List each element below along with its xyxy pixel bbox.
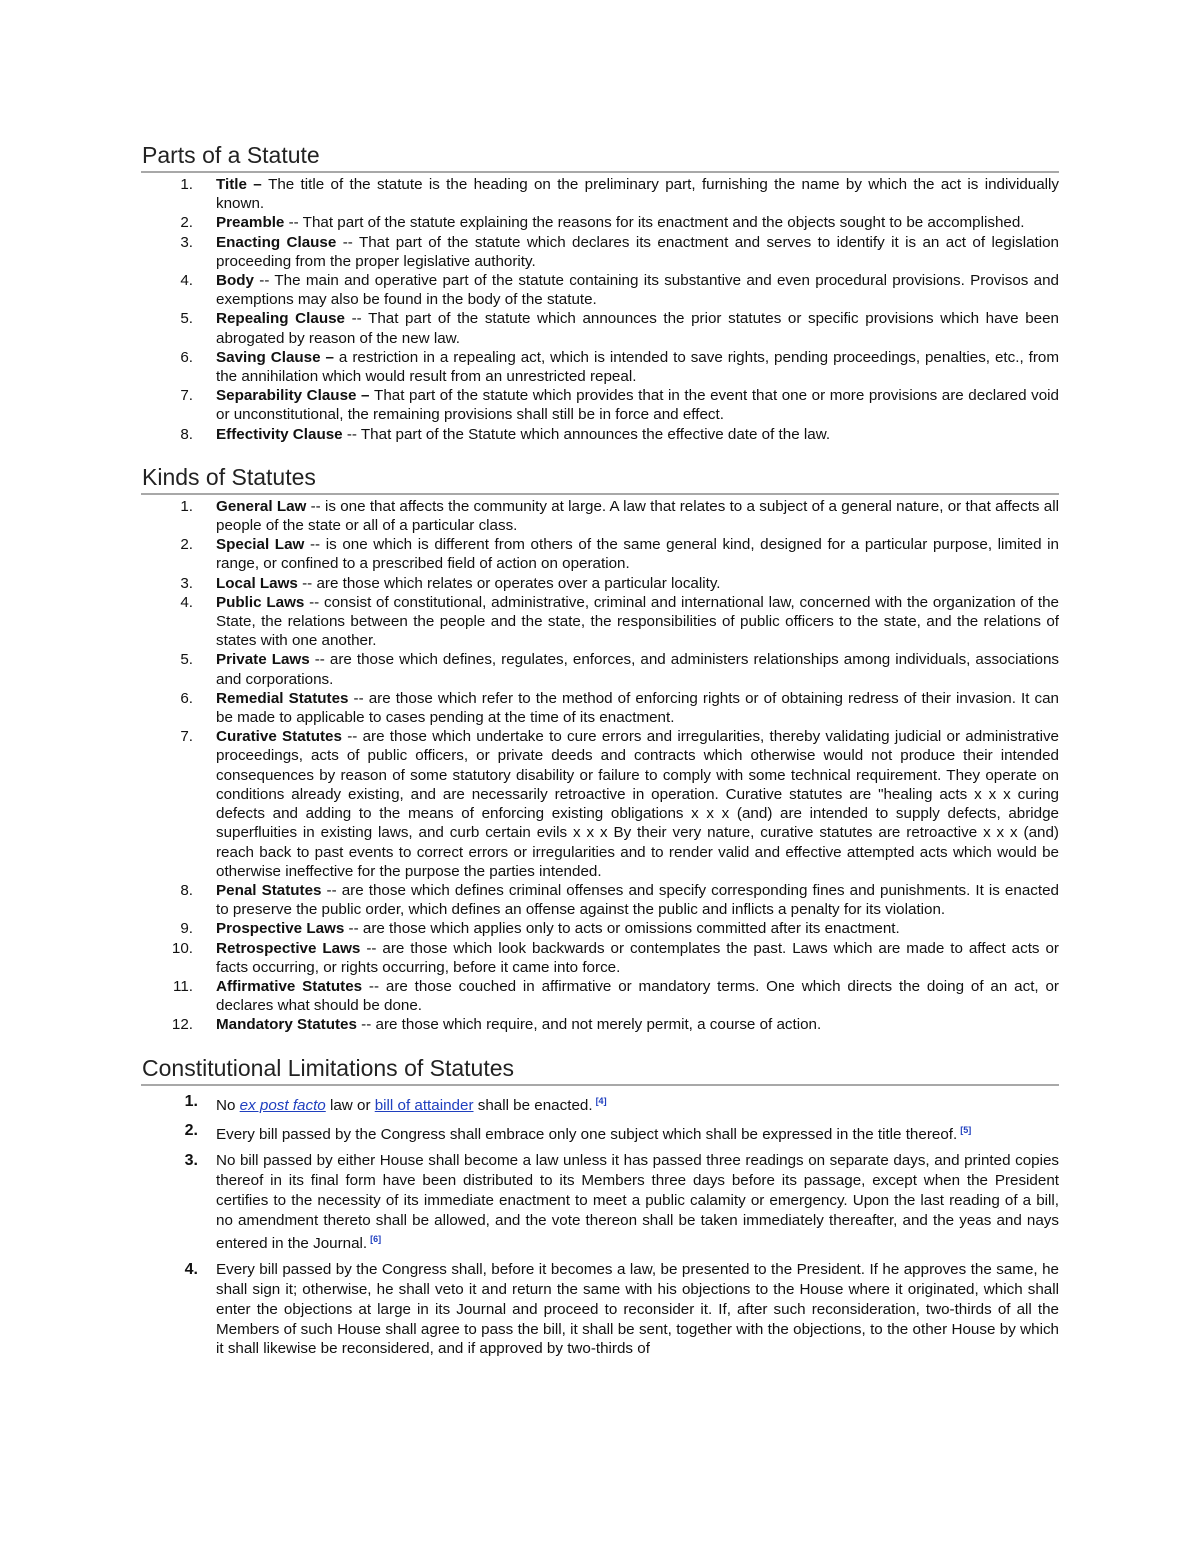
list-item: 6. Saving Clause – a restriction in a repealing act, which is intended to save rights, pending proceedings, penalties, etc., from the annihilation which would result from an unrestricted repeal.: [180, 348, 1059, 386]
list-item: 11. Affirmative Statutes -- are those couched in affirmative or mandatory terms. One which directs the doing of an act, or declares what should be done.: [173, 977, 1059, 1015]
list-item: 4. Every bill passed by the Congress shall, before it becomes a law, be presented to the President. If he approves the same, he shall sign it; otherwise, he shall veto it and return the same with his objections to the House where it originated, which shall enter the objections at large in its Journal and proceed to reconsider it. If, after such reconsideration, two-thirds of all the Members of such House shall agree to pass the bill, it shall be sent, together with the objections, to the other House by which it shall likewise be reconsidered, and if approved by two-thirds of: [184, 1261, 1059, 1358]
section-heading: Parts of a Statute: [141, 140, 1059, 173]
list-item: 8. Effectivity Clause -- That part of the Statute which announces the effective date of the law.: [180, 425, 831, 443]
ex-post-facto-link[interactable]: ex post facto: [239, 1096, 326, 1114]
list-item: 1. Title – The title of the statute is the heading on the preliminary part, furnishing the name by which the act is individually known.: [180, 176, 1060, 213]
list-item: 8. Penal Statutes -- are those which defines criminal offenses and specify corresponding fines and punishments. It is enacted to preserve the public order, which defines an offense against the public and inflicts a penalty for its violation.: [180, 881, 1059, 919]
list-item: 9. Prospective Laws -- are those which applies only to acts or omissions committed after its enactment.: [180, 920, 900, 938]
kinds-list: [141, 497, 1059, 1035]
list-item: 10. Retrospective Laws -- are those which look backwards or contemplates the past. Laws which are made to affect acts or facts occurring, or rights occurring, before it came into force.: [171, 939, 1059, 976]
parts-list: [141, 175, 1059, 444]
footnote-ref[interactable]: [6]: [370, 1234, 382, 1245]
list-item: 3. No bill passed by either House shall become a law unless it has passed three readings on separate days, and printed copies thereof in its final form have been distributed to its Members three days before its passage, except when the President certifies to the necessity of its immediate enactment to meet a public calamity or emergency. Upon the last reading of a bill, no amendment thereto shall be allowed, and the vote thereon shall be taken immediately thereafter, and the yeas and nays entered in the Journal. [6]: [184, 1152, 1059, 1253]
list-item: 12. Mandatory Statutes -- are those which require, and not merely permit, a course of action.: [171, 1016, 822, 1034]
limitations-list: [141, 1092, 1059, 1360]
list-item: 1. No ex post facto law or bill of attainder shall be enacted. [4]: [184, 1092, 607, 1114]
list-item: 7. Curative Statutes -- are those which undertake to cure errors and irregularities, thereby validating judicial or administrative proceedings, acts of public officers, or private deeds and contracts which otherwise would not produce their intended consequences by reason of some statutory disability or failure to comply with some technical requirement. They operate on conditions already existing, and are necessarily retroactive in operation. Curative statutes are "healing acts x x x curing defects and adding to the means of enforcing existing obligations x x x (and) are intended to supply defects, abridge superfluities in existing laws, and curb certain evils x x x By their very nature, curative statutes are retroactive x x x (and) reach back to past events to correct errors or irregularities and to render valid and effective attempted acts which would be otherwise ineffective for the purpose the parties intended.: [180, 728, 1059, 880]
list-item: 3. Enacting Clause -- That part of the statute which declares its enactment and serves to identify it is an act of legislation proceeding from the proper legislative authority.: [180, 233, 1059, 270]
list-item: 3. Local Laws -- are those which relates or operates over a particular locality.: [180, 574, 721, 592]
list-item: 4. Public Laws -- consist of constitutional, administrative, criminal and international law, concerned with the organization of the State, the relations between the people and the state, the responsibilities of public officers to the state, and the relations of states with one another.: [180, 593, 1059, 650]
section-heading: Constitutional Limitations of Statutes: [141, 1053, 1059, 1086]
section-parts: [141, 140, 1059, 444]
list-item: 1. General Law -- is one that affects the community at large. A law that relates to a subject of a general nature, or that affects all people of the state or all of a particular class.: [180, 497, 1059, 535]
list-item: 5. Private Laws -- are those which defines, regulates, enforces, and administers relationships among individuals, associations and corporations.: [180, 651, 1059, 688]
list-item: 6. Remedial Statutes -- are those which refer to the method of enforcing rights or of obtaining redress of their invasion. It can be made to applicable to cases pending at the time of its enactment.: [180, 689, 1059, 727]
list-item: 7. Separability Clause – That part of the statute which provides that in the event that one or more provisions are declared void or unconstitutional, the remaining provisions shall still be in force and effect.: [180, 387, 1059, 424]
footnote-ref[interactable]: [5]: [960, 1125, 972, 1136]
section-heading: Kinds of Statutes: [141, 462, 1059, 495]
list-item: 5. Repealing Clause -- That part of the statute which announces the prior statutes or specific provisions which have been abrogated by reason of the new law.: [180, 310, 1059, 347]
list-item: 2. Preamble -- That part of the statute explaining the reasons for its enactment and the objects sought to be accomplished.: [180, 214, 1025, 232]
footnote-ref[interactable]: [4]: [595, 1095, 607, 1106]
list-item: 4. Body -- The main and operative part of the statute containing its substantive and even procedural provisions. Provisos and exemptions may also be found in the body of the statute.: [180, 272, 1060, 309]
list-item: 2. Special Law -- is one which is different from others of the same general kind, designed for a particular purpose, limited in range, or confined to a prescribed field of action on operation.: [180, 536, 1060, 573]
section-kinds: [141, 462, 1059, 1035]
bill-of-attainder-link[interactable]: bill of attainder: [374, 1096, 474, 1114]
list-item: 2. Every bill passed by the Congress shall embrace only one subject which shall be expressed in the title thereof. [5]: [184, 1122, 972, 1144]
document-page: [141, 140, 1059, 1365]
section-limitations: [141, 1053, 1059, 1360]
